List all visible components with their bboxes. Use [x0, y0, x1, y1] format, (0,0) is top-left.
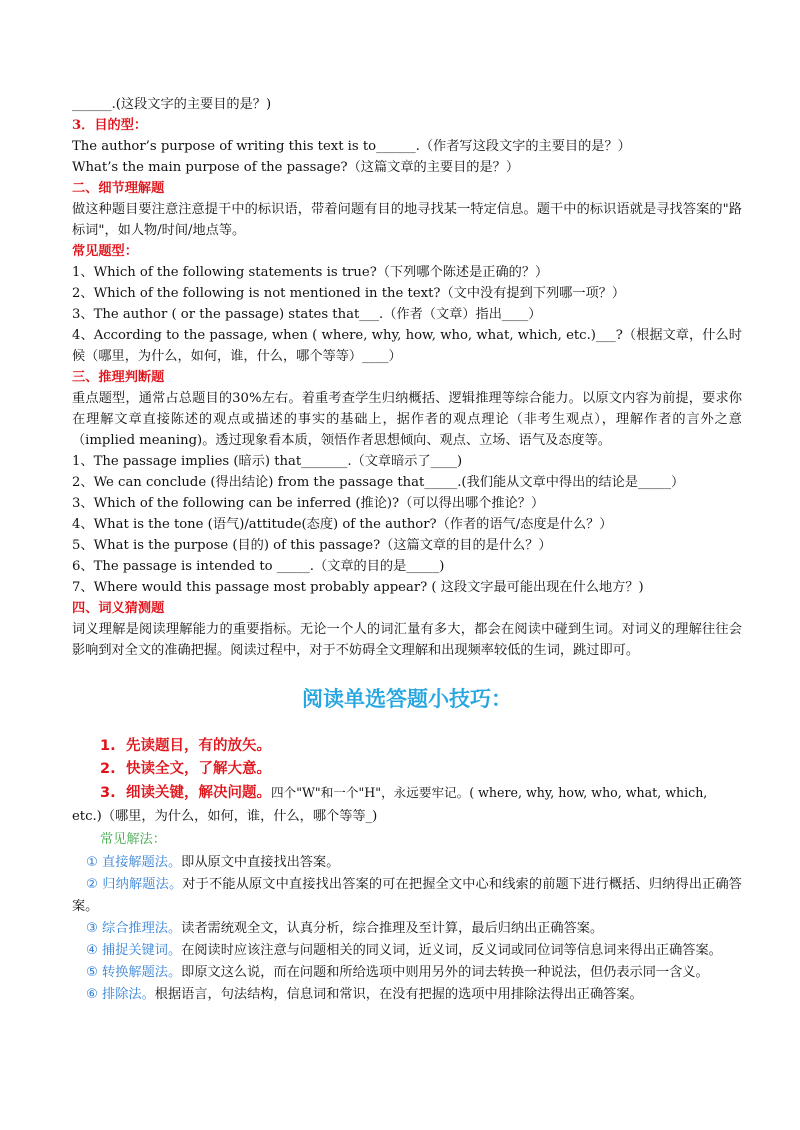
method-text: 在阅读时应该注意与问题相关的同义词，近义词，反义词或同位词等信息词来得出正确答案。	[181, 943, 722, 958]
tip-text: 细读关键，解决问题。	[126, 785, 271, 801]
method-text: 对于不能从原文中直接找出答案的可在把握全文中心和线索的前题下进行概括、归纳得出正确答案。	[72, 877, 742, 914]
method-label: ④ 捕捉关键词。	[86, 943, 182, 958]
method-text: 即从原文中直接找出答案。	[181, 855, 340, 870]
method-label: ⑤ 转换解题法。	[86, 965, 182, 980]
section-purpose-heading: 3．目的型：	[72, 118, 148, 133]
purpose-question-2: What’s the main purpose of the passage?（这篇文章的主要目的是？）	[72, 160, 520, 175]
method-1	[72, 852, 742, 874]
inference-item-4: 4、What is the tone (语气)/attitude(态度) of the author?（作者的语气/态度是什么？）	[72, 517, 613, 532]
method-text: 读者需统观全文，认真分析，综合推理及至计算，最后归纳出正确答案。	[181, 921, 604, 936]
tip-3-continuation: etc.)（哪里，为什么，如何，谁，什么，哪个等等_)	[72, 809, 378, 824]
method-label: ⑥ 排除法。	[86, 987, 155, 1002]
inference-item-6: 6、The passage is intended to _____.（文章的目的是_____)	[72, 559, 445, 574]
method-text: 即原文这么说，而在问题和所给选项中则用另外的词去转换一种说法，但仍表示同一含义。	[181, 965, 709, 980]
tip-3	[72, 781, 742, 805]
method-label: ① 直接解题法。	[86, 855, 182, 870]
inference-paragraph: 重点题型，通常占总题目的30%左右。着重考查学生归纳概括、逻辑推理等综合能力。以原文内容为前提，要求你在理解文章直接陈述的观点或描述的事实的基础上，据作者的观点理论（非考生观点），理解作者的言外之意（implied meaning)。透过现象看本质，领悟作者思想倾向、观点、立场、语气及态度等。	[72, 391, 742, 448]
tip-3-detail: 四个"W"和一个"H"，永远要牢记。( where, why, how, who, what, which,	[271, 785, 708, 800]
method-3	[72, 918, 742, 940]
tip-number: 1.	[100, 738, 116, 754]
method-label: ② 归纳解题法。	[86, 877, 183, 892]
detail-paragraph: 做这种题目要注意注意提干中的标识语，带着问题有目的地寻找某一特定信息。题干中的标识语就是寻找答案的"路标词"，如人物/时间/地点等。	[72, 202, 742, 238]
method-2	[72, 874, 742, 918]
tip-text: 先读题目，有的放矢。	[126, 738, 271, 754]
section-detail-heading: 二、细节理解题	[72, 181, 165, 196]
section-inference-heading: 三、推理判断题	[72, 370, 165, 385]
inference-item-3: 3、Which of the following can be inferred (推论)?（可以得出哪个推论？）	[72, 496, 545, 511]
inference-item-7: 7、Where would this passage most probably appear? ( 这段文字最可能出现在什么地方？)	[72, 580, 644, 595]
inference-item-2: 2、We can conclude (得出结论) from the passage that_____.(我们能从文章中得出的结论是_____）	[72, 475, 685, 490]
detail-item-1: 1、Which of the following statements is true?（下列哪个陈述是正确的？）	[72, 265, 549, 280]
detail-item-2: 2、Which of the following is not mentioned in the text?（文中没有提到下列哪一项？）	[72, 286, 626, 301]
method-label: ③ 综合推理法。	[86, 921, 182, 936]
inference-item-5: 5、What is the purpose (目的) of this passage?（这篇文章的目的是什么？）	[72, 538, 552, 553]
vocab-paragraph: 词义理解是阅读理解能力的重要指标。无论一个人的词汇量有多大，都会在阅读中碰到生词。对词义的理解往往会影响到对全文的准确把握。阅读过程中，对于不妨碍全文理解和出现频率较低的生词，跳过即可。	[72, 622, 742, 658]
tip-number: 2.	[100, 761, 116, 777]
detail-item-3: 3、The author ( or the passage) states that___.（作者（文章）指出____）	[72, 307, 542, 322]
purpose-question-1: The author’s purpose of writing this text is to______.（作者写这段文字的主要目的是？）	[72, 139, 631, 154]
method-text: 根据语言，句法结构，信息词和常识，在没有把握的选项中用排除法得出正确答案。	[154, 987, 643, 1002]
common-types-label: 常见题型：	[72, 244, 138, 259]
method-4	[72, 940, 742, 962]
tip-number: 3.	[100, 785, 116, 801]
method-6	[72, 984, 742, 1006]
inference-item-1: 1、The passage implies (暗示) that_______.（文章暗示了____)	[72, 454, 463, 469]
tip-2	[72, 758, 742, 781]
tip-1	[72, 735, 742, 758]
method-5	[72, 962, 742, 984]
document-page	[72, 94, 742, 1006]
blank-purpose-line: ______.(这段文字的主要目的是？)	[72, 97, 272, 112]
tip-text: 快读全文，了解大意。	[126, 761, 271, 777]
detail-item-4: 4、According to the passage, when ( where, why, how, who, what, which, etc.)___?（根据文章，什么时候（哪里，为什么，如何，谁，什么，哪个等等）____）	[72, 328, 742, 364]
tips-title: 阅读单选答题小技巧：	[302, 687, 512, 711]
section-vocab-heading: 四、词义猜测题	[72, 601, 165, 616]
methods-label: 常见解法：	[100, 832, 166, 847]
